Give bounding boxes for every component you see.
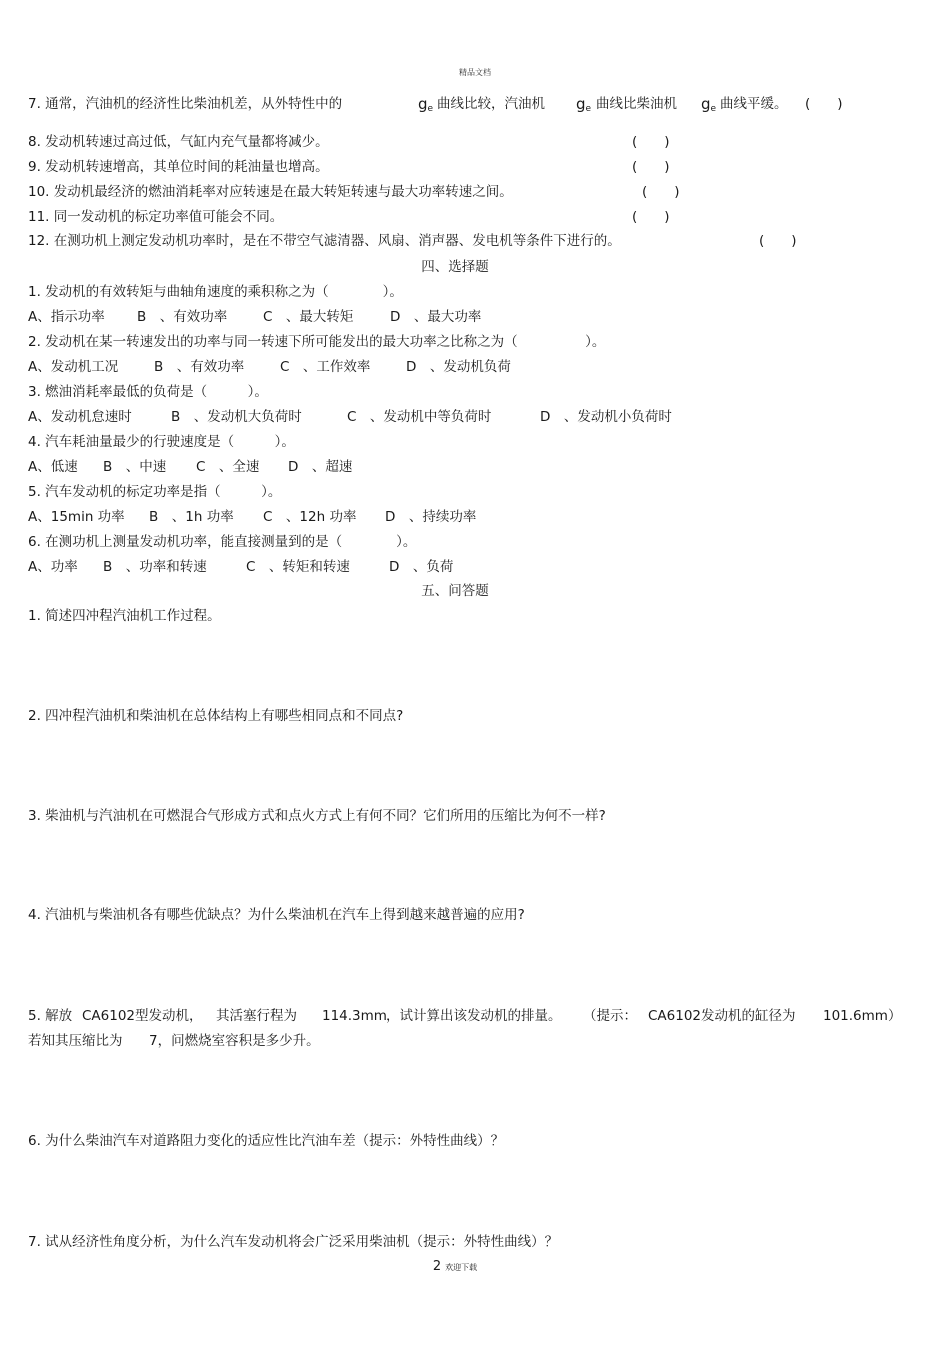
answer-paren: ( ) [805, 96, 843, 112]
choice-question: 3. 燃油消耗率最低的负荷是（ ）。 [28, 384, 268, 400]
answer-paren: ( ) [632, 134, 670, 150]
choice-option: B 、中速 [103, 459, 167, 475]
choice-option: B 、功率和转速 [103, 559, 207, 575]
qa-question: 6. 为什么柴油汽车对道路阻力变化的适应性比汽油车差（提示：外特性曲线）？ [28, 1133, 505, 1149]
ge-symbol: $g_e$ [576, 95, 592, 114]
choice-option: A、15min 功率 [28, 509, 125, 525]
choice-option: C 、发动机中等负荷时 [347, 409, 492, 425]
choice-option: A、功率 [28, 559, 78, 575]
choice-option: D 、最大功率 [390, 309, 482, 325]
choice-option: C 、转矩和转速 [246, 559, 350, 575]
header-note: 精品文档 [459, 68, 491, 77]
choice-option: B 、1h 功率 [149, 509, 234, 525]
section-title-choice: 四、选择题 [421, 259, 489, 275]
footer-note: 欢迎下载 [445, 1263, 478, 1272]
answer-paren: ( ) [632, 159, 670, 175]
choice-option: D 、发动机负荷 [406, 359, 511, 375]
judgement-q9: 9. 发动机转速增高，其单位时间的耗油量也增高。 [28, 159, 329, 175]
section-title-qa: 五、问答题 [421, 583, 489, 599]
qa-question: 4. 汽油机与柴油机各有哪些优缺点？为什么柴油机在汽车上得到越来越普遍的应用? [28, 907, 525, 923]
ge-symbol: $g_e$ [701, 95, 717, 114]
choice-question: 5. 汽车发动机的标定功率是指（ ）。 [28, 484, 282, 500]
qa-question: 2. 四冲程汽油机和柴油机在总体结构上有哪些相同点和不同点? [28, 708, 404, 724]
choice-option: C 、最大转矩 [263, 309, 354, 325]
answer-paren: ( ) [642, 184, 680, 200]
document-page: 精品文档 7. 通常，汽油机的经济性比柴油机差，从外特性中的 $g_e$ 曲线比较，汽油机 $g_e$ 曲线比柴油机 $g_e$ 曲线平缓。 ( ) 8. 发动机转速过高过低，气缸内充气量都将减少。 ( ) 9. 发动机转速增高，其单位时间的耗油量也增高。 ( ) 10. 发动机最经济的燃油消耗率对应转速是在最大转矩转速与最大功率转速之间。 ( ) 11. 同一发动机的标定功率值可能会不同。 ( ) 12. 在测功机上测定发动机功率时，是在不带空气滤清器、风扇、消声器、发电机等条件下进行的。 ( ) 四、选择题 1. 发动机的有效转矩与曲轴角速度的乘积称之为（ ）。 A、指示功率 B 、有效功率 C 、最大转矩 D 、最大功率 2. 发动机在某一转速发出的功率与同一转速下所可能发出的最大功率之比称之为（ ）。 A、发动机工况 B 、有效功率 C 、工作效率 D 、发动机负荷 3. 燃油消耗率最低的负荷是（ ）。 A、发动机怠速时 B 、发动机大负荷时 C 、发动机中等负荷时 D 、发动机小负荷时 4. 汽车耗油量最少的行驶速度是（ ）。 A、低速 B 、中速 C 、全速 D 、超速 5. 汽车发动机的标定功率是指（ ）。 A、15min 功率 B 、1h 功率 C 、12h 功率 D 、持续功率 6. 在测功机上测量发动机功率，能直接测量到的是（ ）。 A、功率 B 、功率和转速 C 、转矩和转速 D 、负荷 五、问答题 1. 简述四冲程汽油机工作过程。 2. 四冲程汽油机和柴油机在总体结构上有哪些相同点和不同点? 3. 柴油机与汽油机在可燃混合气形成方式和点火方式上有何不同？它们所用的压缩比为何不一样? 4. 汽油机与柴油机各有哪些优缺点？为什么柴油机在汽车上得到越来越普遍的应用? 5. 解放 CA6102型发动机， 其活塞行程为 114.3mm ，试计算出该发动机的排量。 （提示： CA6102发动机的缸径为 101.6mm） 若知其压缩比为 7，问燃烧室容积是多少升。 6. 为什么柴油汽车对道路阻力变化的适应性比汽油车差（提示：外特性曲线）？ 7. 试从经济性角度分析，为什么汽车发动机将会广泛采用柴油机（提示：外特性曲线）？ 2 欢迎下载 [0, 0, 950, 1345]
judgement-q11: 11. 同一发动机的标定功率值可能会不同。 [28, 209, 284, 225]
judgement-q12: 12. 在测功机上测定发动机功率时，是在不带空气滤清器、风扇、消声器、发电机等条件下进行的。 [28, 233, 621, 249]
choice-option: D 、持续功率 [385, 509, 477, 525]
choice-question: 2. 发动机在某一转速发出的功率与同一转速下所可能发出的最大功率之比称之为（ ）。 [28, 334, 606, 350]
choice-option: B 、发动机大负荷时 [171, 409, 302, 425]
judgement-q10: 10. 发动机最经济的燃油消耗率对应转速是在最大转矩转速与最大功率转速之间。 [28, 184, 513, 200]
qa-question: 7. 试从经济性角度分析，为什么汽车发动机将会广泛采用柴油机（提示：外特性曲线）？ [28, 1234, 559, 1250]
qa-question: 3. 柴油机与汽油机在可燃混合气形成方式和点火方式上有何不同？它们所用的压缩比为何不一样? [28, 808, 606, 824]
choice-option: D 、发动机小负荷时 [540, 409, 672, 425]
qa-question: 1. 简述四冲程汽油机工作过程。 [28, 608, 221, 624]
choice-option: C 、12h 功率 [263, 509, 357, 525]
choice-option: B 、有效功率 [137, 309, 228, 325]
choice-question: 6. 在测功机上测量发动机功率，能直接测量到的是（ ）。 [28, 534, 417, 550]
choice-option: A、发动机工况 [28, 359, 119, 375]
choice-option: D 、负荷 [389, 559, 454, 575]
page-footer [0, 1259, 910, 1274]
answer-paren: ( ) [759, 233, 797, 249]
q7-mid1: 曲线比较，汽油机 [437, 96, 545, 112]
choice-option: D 、超速 [288, 459, 353, 475]
ge-symbol: $g_e$ [418, 95, 434, 114]
choice-question: 1. 发动机的有效转矩与曲轴角速度的乘积称之为（ ）。 [28, 284, 403, 300]
answer-paren: ( ) [632, 209, 670, 225]
choice-option: C 、全速 [196, 459, 260, 475]
choice-option: A、低速 [28, 459, 78, 475]
q7-prefix: 7. 通常，汽油机的经济性比柴油机差，从外特性中的 [28, 96, 343, 112]
choice-option: C 、工作效率 [280, 359, 371, 375]
choice-option: A、发动机怠速时 [28, 409, 132, 425]
q7-mid2: 曲线比柴油机 [596, 96, 677, 112]
choice-question: 4. 汽车耗油量最少的行驶速度是（ ）。 [28, 434, 295, 450]
page-number: 2 [432, 1259, 442, 1274]
choice-option: A、指示功率 [28, 309, 105, 325]
q7-end: 曲线平缓。 [720, 96, 788, 112]
judgement-q8: 8. 发动机转速过高过低，气缸内充气量都将减少。 [28, 134, 329, 150]
choice-option: B 、有效功率 [154, 359, 245, 375]
